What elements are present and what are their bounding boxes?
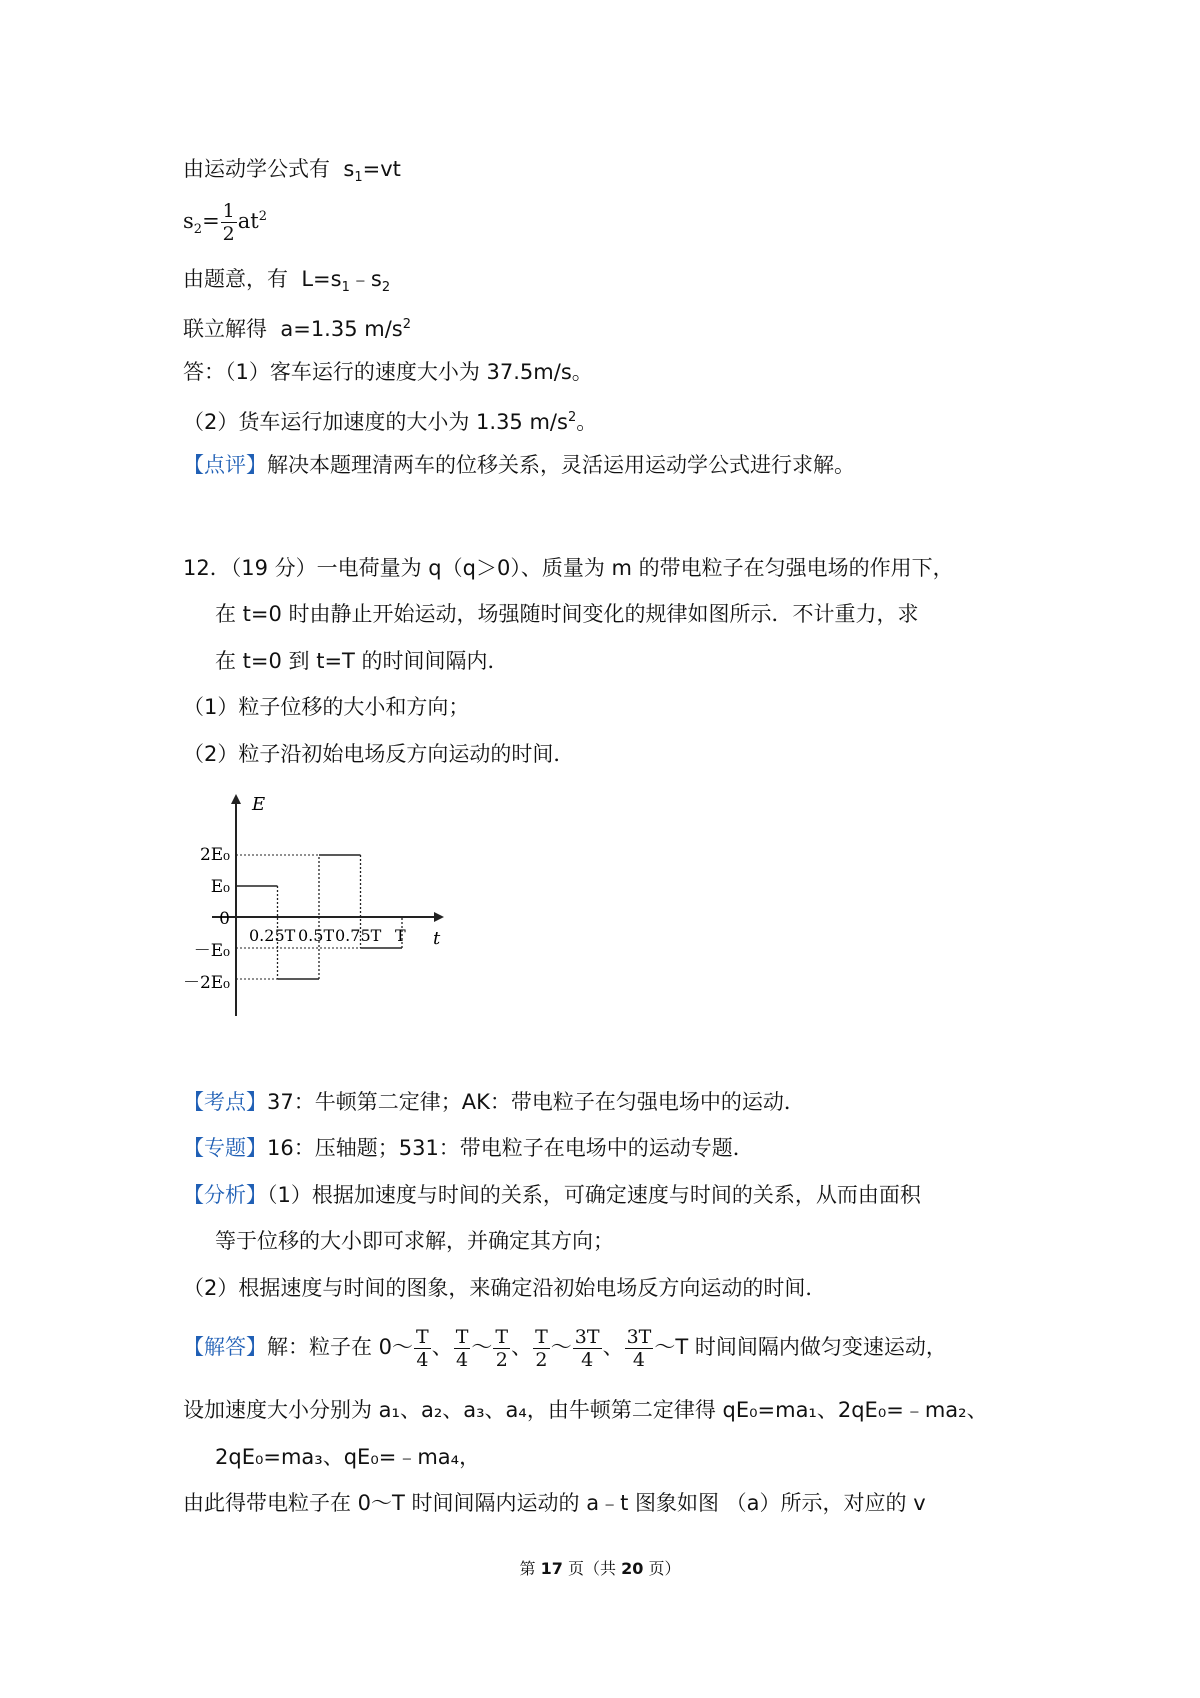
- y-label-zero: 0: [219, 909, 230, 929]
- zhuanti-line: 【专题】16：压轴题；531：带电粒子在电场中的运动专题．: [183, 1136, 754, 1160]
- page-footer: 第 17 页（共 20 页）: [519, 1559, 681, 1578]
- y-label-e0: E₀: [210, 877, 230, 897]
- fenxi-tag: 【分析】: [183, 1183, 267, 1207]
- fenxi-line-1: 【分析】（1）根据加速度与时间的关系，可确定速度与时间的关系，从而由面积: [183, 1183, 921, 1207]
- y-label-2e0: 2E₀: [199, 845, 230, 865]
- page-number: 17: [540, 1559, 563, 1578]
- x-label-075t: 0.75T: [335, 926, 382, 945]
- fraction-t-2: $\frac{T}{2}$: [495, 1325, 509, 1371]
- problem-line-3: 在 t=0 到 t=T 的时间间隔内．: [215, 649, 509, 673]
- x-label-05t: 0.5T: [298, 926, 335, 945]
- x-label-025t: 0.25T: [249, 926, 296, 945]
- problem-line-1: 12．（19 分）一电荷量为 q（q＞0）、质量为 m 的带电粒子在匀强电场的作用下，: [183, 556, 954, 580]
- fraction-3t-4: $\frac{3T}{4}$: [574, 1325, 600, 1371]
- y-axis-label: E: [252, 794, 266, 815]
- fenxi-line-2: 等于位移的大小即可求解，并确定其方向；: [215, 1229, 614, 1253]
- answer-line-1: 答：（1）客车运行的速度大小为 37.5m/s。: [183, 360, 593, 384]
- fraction-t-4: $\frac{T}{4}$: [416, 1325, 429, 1371]
- question-2: （2）粒子沿初始电场反方向运动的时间．: [183, 742, 575, 766]
- kinematics-line-3: 由题意，有 $L=s_1﹣s_2$: [183, 267, 391, 296]
- fenxi-line-3: （2）根据速度与时间的图象，来确定沿初始电场反方向运动的时间．: [183, 1276, 827, 1300]
- kinematics-line-1: 由运动学公式有 $s_1=vt$: [183, 157, 401, 186]
- total-pages: 20: [621, 1559, 644, 1578]
- fraction-t-4: $\frac{T}{4}$: [455, 1325, 469, 1371]
- fraction-3t-4: $\frac{3T}{4}$: [626, 1325, 652, 1371]
- kinematics-line-2: $s_2=$ $\frac{1}{2}$ $at^2$: [183, 200, 268, 245]
- answer-line-2: （2）货车运行加速度的大小为 1.35 $m/s^2$。: [183, 410, 598, 434]
- half-fraction: $\frac{1}{2}$: [222, 200, 235, 245]
- fraction-t-2: $\frac{T}{2}$: [535, 1325, 548, 1371]
- acceleration-line-2: 2qE₀=ma₃、qE₀=﹣ma₄，: [215, 1445, 481, 1469]
- kinematics-line-4: 联立解得 a=1.35 $m/s^2$: [183, 317, 412, 341]
- jieda-tag: 【解答】: [183, 1335, 267, 1359]
- review-line: 【点评】解决本题理清两车的位移关系，灵活运用运动学公式进行求解。: [183, 453, 855, 477]
- jieda-line: 【解答】解：粒子在 0～ $\frac{T}{4}$ 、 $\frac{T}{4}$ ～ $\frac{T}{2}$ 、 $\frac{T}{2}$ ～ $\frac{3T}{4}$ 、 $\frac{3T}{4}$ ～T 时间间隔内做匀变速运动，: [183, 1325, 947, 1371]
- conclusion-line: 由此得带电粒子在 0～T 时间间隔内运动的 a﹣t 图象如图 （a）所示，对应的 v: [183, 1491, 926, 1515]
- y-label-neg-e0: －E₀: [193, 941, 230, 961]
- kaodian-tag: 【考点】: [183, 1090, 267, 1114]
- field-time-graph: [180, 788, 450, 1028]
- problem-line-2: 在 t=0 时由静止开始运动，场强随时间变化的规律如图所示．不计重力，求: [215, 602, 919, 626]
- x-label-t: T: [395, 926, 406, 945]
- question-1: （1）粒子位移的大小和方向；: [183, 695, 470, 719]
- zhuanti-tag: 【专题】: [183, 1136, 267, 1160]
- kaodian-line: 【考点】37：牛顿第二定律；AK：带电粒子在匀强电场中的运动．: [183, 1090, 805, 1114]
- x-axis-label: t: [433, 928, 441, 949]
- acceleration-line-1: 设加速度大小分别为 a₁、a₂、a₃、a₄，由牛顿第二定律得 qE₀=ma₁、2qE₀=﹣ma₂、: [183, 1398, 988, 1422]
- y-label-neg-2e0: －2E₀: [182, 973, 230, 993]
- review-tag: 【点评】: [183, 453, 267, 477]
